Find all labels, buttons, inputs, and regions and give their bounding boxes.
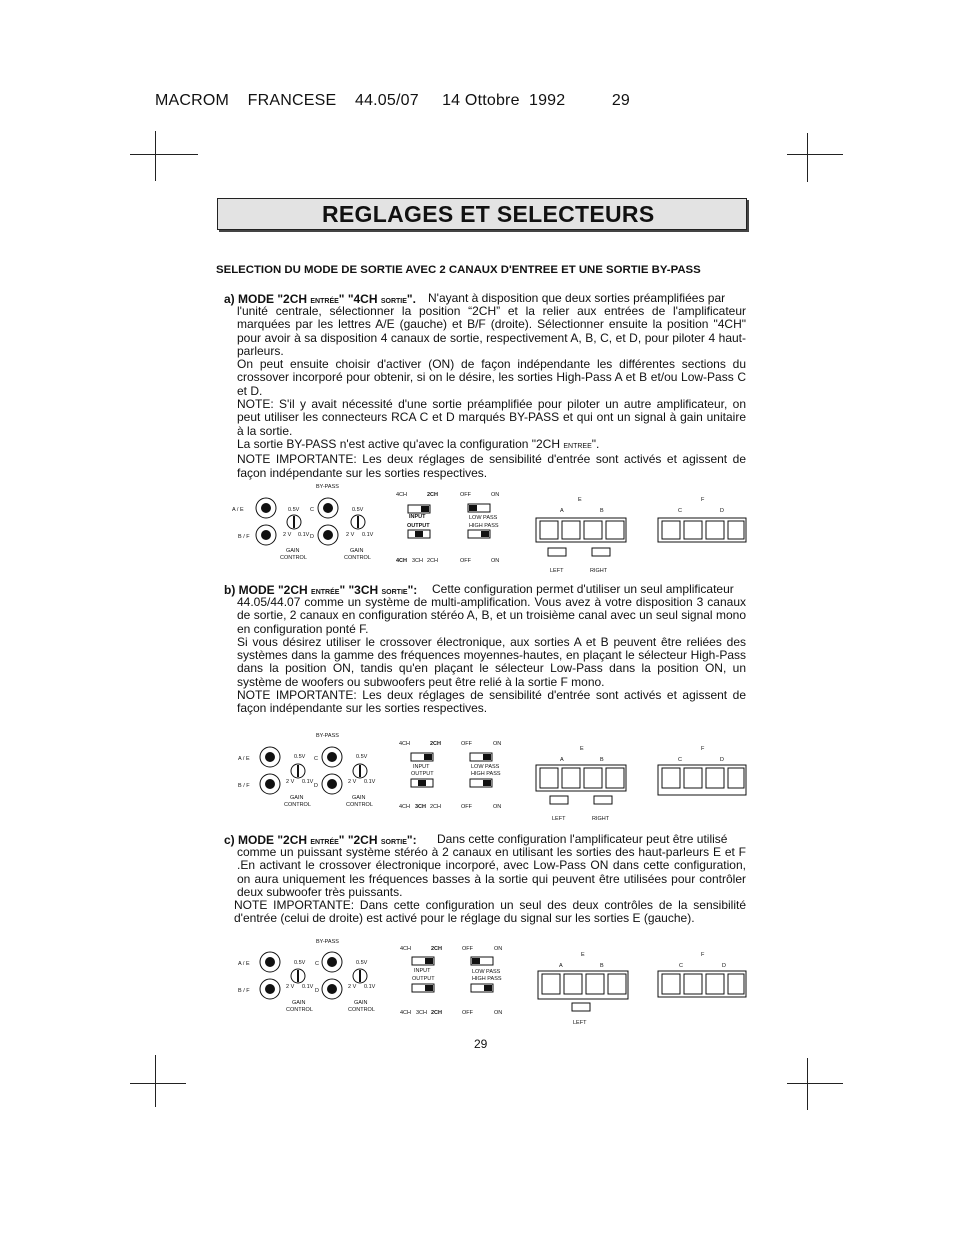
mode-b-p1: 44.05/44.07 comme un système de multi-amplification. Vous avez à votre disposition 3 canaux de sortie, 2 canaux en configuration stéréo A, B, et un troisième canal avec un seul signal mono en configuration ponté F. — [237, 595, 746, 636]
svg-text:OUTPUT: OUTPUT — [411, 771, 434, 777]
svg-text:INPUT: INPUT — [413, 764, 430, 770]
mode-c-label: c) MODE "2CH ENTRÉE" "2CH SORTIE": — [224, 833, 417, 847]
svg-text:BY-PASS: BY-PASS — [316, 939, 339, 945]
svg-text:2 V: 2 V — [348, 779, 357, 785]
svg-text:3CH: 3CH — [416, 1010, 428, 1016]
svg-text:CONTROL: CONTROL — [280, 555, 307, 561]
svg-text:B / F: B / F — [238, 783, 250, 789]
svg-text:B / F: B / F — [238, 534, 250, 540]
svg-text:2 V: 2 V — [283, 532, 292, 538]
mode-a-label: a) MODE "2CH ENTRÉE" "4CH SORTIE". — [224, 292, 416, 306]
mode-c-p1: comme un puissant système stéréo à 2 canaux en utilisant les sorties des haut-parleurs E et F .En activant le crossover électronique incorporé, avec Low-Pass ON dans cette configuration, on aura uniquement les fréquences basses à la sortie qui peuvent être utilisées pour contrôler deux subwoofer très puissants. — [237, 845, 746, 899]
svg-text:D: D — [722, 963, 726, 969]
svg-text:A / E: A / E — [238, 961, 250, 967]
svg-text:RIGHT: RIGHT — [590, 568, 608, 574]
mode-c-p2: NOTE IMPORTANTE: Dans cette configuration un seul des deux contrôles de la sensibilité d'entrée (celui de droite) est activé pour le réglage du signal sur les sorties E (gauche). — [234, 898, 746, 926]
svg-text:4CH: 4CH — [399, 741, 411, 747]
diagram-mode-a — [228, 480, 748, 578]
svg-text:A: A — [560, 757, 564, 763]
svg-text:GAIN: GAIN — [292, 1000, 306, 1006]
svg-text:0.1V: 0.1V — [364, 779, 376, 785]
mode-a-first-line: N'ayant à disposition que deux sorties préamplifiées par — [428, 291, 726, 305]
svg-text:0.1V: 0.1V — [364, 984, 376, 990]
svg-text:4CH: 4CH — [396, 558, 408, 564]
svg-text:ON: ON — [494, 946, 503, 952]
svg-text:C: C — [678, 508, 682, 514]
diagram-mode-c — [228, 935, 748, 1027]
svg-text:GAIN: GAIN — [352, 795, 366, 801]
svg-text:OFF: OFF — [460, 492, 471, 498]
svg-text:OUTPUT: OUTPUT — [412, 976, 435, 982]
svg-text:ON: ON — [493, 741, 502, 747]
svg-text:D: D — [720, 757, 724, 763]
svg-text:4CH: 4CH — [399, 804, 411, 810]
svg-text:CONTROL: CONTROL — [346, 802, 373, 808]
svg-text:A: A — [559, 963, 563, 969]
svg-text:OFF: OFF — [461, 741, 472, 747]
svg-text:GAIN: GAIN — [350, 548, 364, 554]
svg-text:D: D — [315, 988, 319, 994]
svg-text:2CH: 2CH — [427, 492, 439, 498]
svg-text:CONTROL: CONTROL — [348, 1007, 375, 1013]
mode-a-p4: La sortie BY-PASS n'est active qu'avec la configuration "2CH ENTREE". — [237, 436, 600, 451]
mode-b-text — [237, 596, 746, 716]
mode-b-first-line: Cette configuration permet d'utiliser un seul amplificateur — [432, 582, 734, 596]
svg-text:LEFT: LEFT — [550, 568, 564, 574]
svg-text:INPUT: INPUT — [414, 968, 431, 974]
mode-b-p3: NOTE IMPORTANTE: Les deux réglages de sensibilité d'entrée sont activés et agissent de façon indépendante sur les sorties respectives. — [237, 688, 746, 716]
svg-text:OFF: OFF — [462, 946, 473, 952]
svg-text:E: E — [580, 746, 584, 752]
svg-text:3CH: 3CH — [412, 558, 424, 564]
page-title-box — [217, 198, 747, 230]
mode-a-p3: NOTE: S'il y avait nécessité d'une sortie préamplifiée pour piloter un autre amplificateur, on peut utiliser les connecteurs RCA C et D marqués BY-PASS et qui ont un signal à gain unitaire à la sortie. — [237, 397, 746, 438]
svg-text:0.5V: 0.5V — [294, 754, 306, 760]
svg-text:A / E: A / E — [232, 507, 244, 513]
mode-c-first-line: Dans cette configuration l'amplificateur peut être utilisé — [437, 832, 728, 846]
svg-text:4CH: 4CH — [396, 492, 408, 498]
svg-text:GAIN: GAIN — [286, 548, 300, 554]
svg-text:LEFT: LEFT — [552, 816, 566, 822]
svg-text:F: F — [701, 746, 705, 752]
svg-text:C: C — [315, 961, 319, 967]
svg-text:OFF: OFF — [460, 558, 471, 564]
svg-text:GAIN: GAIN — [290, 795, 304, 801]
section-heading: SELECTION DU MODE DE SORTIE AVEC 2 CANAUX D'ENTREE ET UNE SORTIE BY-PASS — [216, 264, 701, 276]
svg-text:2CH: 2CH — [430, 741, 442, 747]
mode-b-label: b) MODE "2CH ENTRÉE" "3CH SORTIE": — [224, 583, 418, 597]
svg-text:GAIN: GAIN — [354, 1000, 368, 1006]
svg-text:B: B — [600, 757, 604, 763]
svg-text:CONTROL: CONTROL — [344, 555, 371, 561]
svg-text:2CH: 2CH — [431, 1010, 443, 1016]
svg-text:0.5V: 0.5V — [356, 754, 368, 760]
svg-text:2CH: 2CH — [430, 804, 442, 810]
svg-text:ON: ON — [494, 1010, 503, 1016]
svg-text:OFF: OFF — [462, 1010, 473, 1016]
svg-text:2 V: 2 V — [348, 984, 357, 990]
svg-text:LOW PASS: LOW PASS — [472, 969, 501, 975]
svg-text:0.5V: 0.5V — [288, 507, 300, 513]
svg-text:4CH: 4CH — [400, 1010, 412, 1016]
svg-text:F: F — [701, 497, 705, 503]
mode-a-text — [237, 305, 746, 480]
svg-text:CONTROL: CONTROL — [286, 1007, 313, 1013]
svg-text:RIGHT: RIGHT — [592, 816, 610, 822]
svg-text:A / E: A / E — [238, 756, 250, 762]
svg-text:E: E — [578, 497, 582, 503]
svg-text:C: C — [314, 756, 318, 762]
document-header: MACROM FRANCESE 44.05/07 14 Ottobre 1992 29 — [155, 92, 631, 109]
svg-text:C: C — [678, 757, 682, 763]
svg-text:D: D — [310, 534, 314, 540]
svg-text:0.5V: 0.5V — [352, 507, 364, 513]
svg-text:2CH: 2CH — [427, 558, 439, 564]
svg-text:D: D — [314, 783, 318, 789]
page-number: 29 — [474, 1037, 488, 1051]
mode-a-p5: NOTE IMPORTANTE: Les deux réglages de sensibilité d'entrée sont activés et agissent de façon indépendante sur les sorties respectives. — [237, 452, 746, 480]
mode-a-p2: On peut ensuite choisir d'activer (ON) de façon indépendante les différentes sections du crossover incorporé pour obtenir, si on le désire, les sorties High-Pass A et B et/ou Low-Pass C et D. — [237, 357, 746, 398]
page-title: REGLAGES ET SELECTEURS — [322, 201, 655, 227]
mode-b-p2: Si vous désirez utiliser le crossover électronique, aux sorties A et B peuvent être reliées des systèmes dans la gamme des fréquences moyennes-hautes, en plaçant le sélecteur High-Pass dans la position ON, tandis qu'en plaçant le sélecteur Low-Pass dans la position ON, un système de woofers ou subwoofers peut être relié à la sortie F mono. — [237, 634, 746, 689]
svg-text:C: C — [679, 963, 683, 969]
svg-text:INPUT: INPUT — [409, 514, 426, 520]
svg-text:A: A — [560, 508, 564, 514]
svg-text:ON: ON — [491, 558, 500, 564]
svg-text:0.5V: 0.5V — [294, 960, 306, 966]
svg-text:LOW PASS: LOW PASS — [469, 515, 498, 521]
svg-text:2 V: 2 V — [286, 779, 295, 785]
svg-text:B: B — [600, 963, 604, 969]
svg-text:LEFT: LEFT — [573, 1020, 587, 1026]
svg-text:E: E — [581, 952, 585, 958]
svg-text:0.1V: 0.1V — [362, 532, 374, 538]
svg-text:2 V: 2 V — [346, 532, 355, 538]
svg-text:OUTPUT: OUTPUT — [407, 523, 430, 529]
svg-text:CONTROL: CONTROL — [284, 802, 311, 808]
svg-text:BY-PASS: BY-PASS — [316, 733, 339, 739]
svg-text:4CH: 4CH — [400, 946, 412, 952]
diagram-mode-b — [228, 729, 748, 825]
svg-text:OFF: OFF — [461, 804, 472, 810]
svg-text:LOW PASS: LOW PASS — [471, 764, 500, 770]
svg-text:0.1V: 0.1V — [298, 532, 310, 538]
svg-text:B / F: B / F — [238, 988, 250, 994]
svg-text:F: F — [701, 952, 705, 958]
svg-text:HIGH PASS: HIGH PASS — [471, 771, 501, 777]
svg-text:B: B — [600, 508, 604, 514]
svg-text:2 V: 2 V — [286, 984, 295, 990]
svg-text:0.5V: 0.5V — [356, 960, 368, 966]
mode-a-p1: l'unité centrale, sélectionner la position “2CH” et la relier aux entrées de l'amplificateur marquées par les lettres A/E (gauche) et B/F (droite). Sélectionner ensuite la position "4CH" pour avoir à sa disposition 4 canaux de sortie, respectivement A, B, C, et D, pour piloter 4 haut-parleurs. — [237, 304, 746, 358]
svg-text:0.1V: 0.1V — [302, 779, 314, 785]
svg-text:2CH: 2CH — [431, 946, 443, 952]
svg-text:ON: ON — [491, 492, 500, 498]
svg-text:0.1V: 0.1V — [302, 984, 314, 990]
svg-text:3CH: 3CH — [415, 804, 427, 810]
svg-text:D: D — [720, 508, 724, 514]
bypass-label: BY-PASS — [316, 484, 339, 490]
svg-text:HIGH PASS: HIGH PASS — [469, 523, 499, 529]
svg-text:C: C — [310, 507, 314, 513]
mode-c-text — [237, 846, 746, 899]
svg-text:ON: ON — [493, 804, 502, 810]
svg-text:HIGH PASS: HIGH PASS — [472, 976, 502, 982]
